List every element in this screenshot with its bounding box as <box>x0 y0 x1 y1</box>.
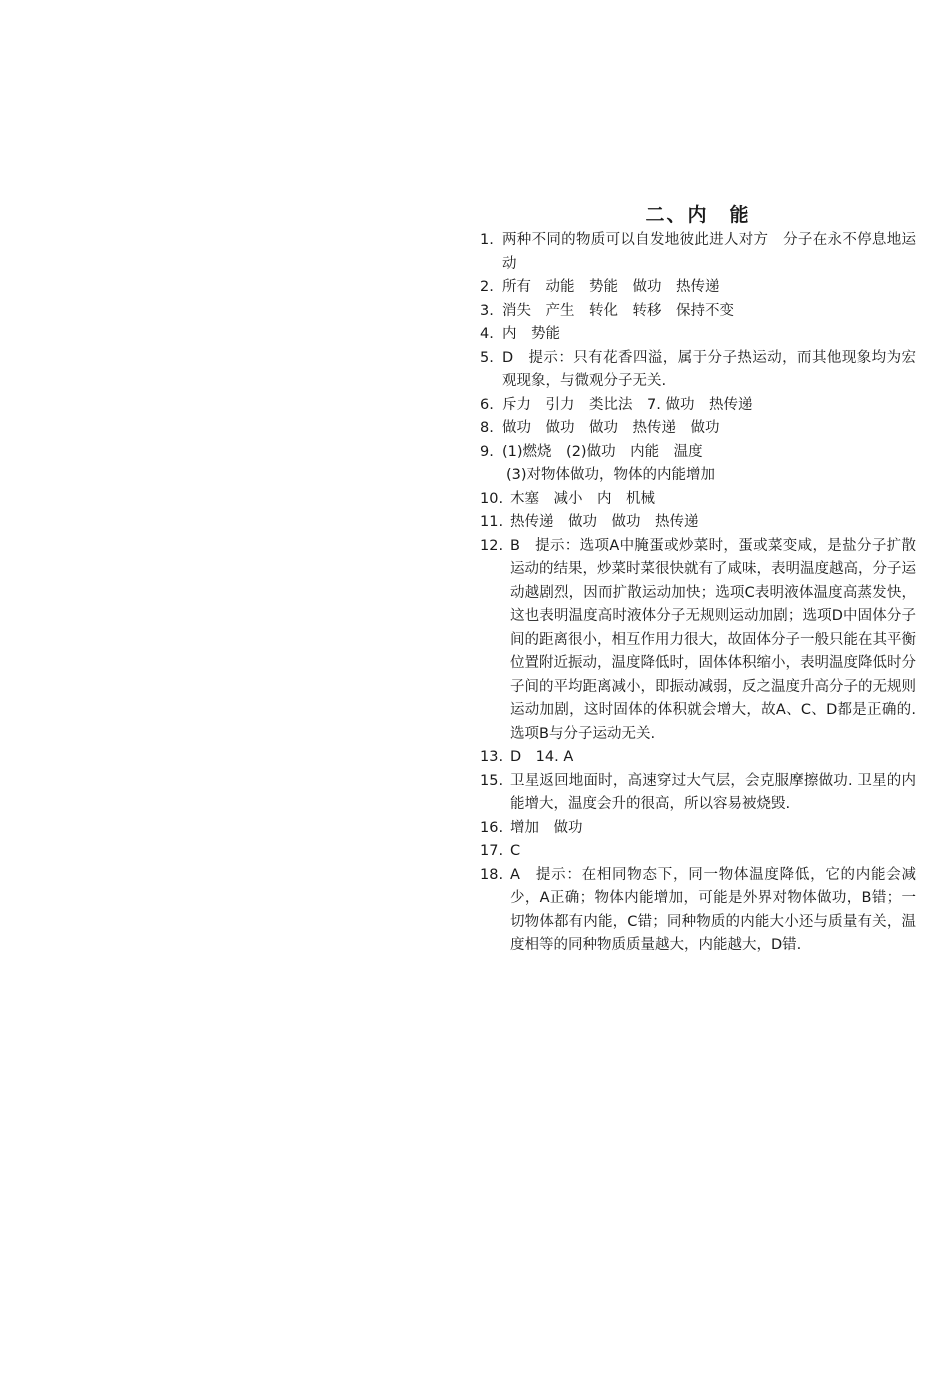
answer-text: A 提示：在相同物态下，同一物体温度降低，它的内能会减少，A正确；物体内能增加，可能是外界对物体做功，B错；一切物体都有内能，C错；同种物质的内能大小还与质量有关，温度相等的同种物质质量越大，内能越大，D错. <box>510 866 916 953</box>
answer-text: B 提示：选项A中腌蛋或炒菜时，蛋或菜变咸，是盐分子扩散运动的结果，炒菜时菜很快就有了咸味，表明温度越高，分子运动越剧烈，因而扩散运动加快；选项C表明液体温度高蒸发快，这也表明温度高时液体分子无规则运动加剧；选项D中固体分子间的距离很小，相互作用力很大，故固体分子一般只能在其平衡位置附近振动，温度降低时，固体体积缩小，表明温度降低时分子间的平均距离减小，即振动减弱，反之温度升高分子的无规则运动加剧，这时固体的体积就会增大，故A、C、D都是正确的. 选项B与分子运动无关. <box>510 537 916 742</box>
answer-number: 5. <box>480 349 494 366</box>
answer-number: 2. <box>480 279 494 295</box>
answer-item-9-continued <box>480 464 916 488</box>
answer-number: 3. <box>480 302 494 319</box>
answer-item-11 <box>480 511 916 535</box>
answer-number: 12. <box>480 537 504 554</box>
answer-item-2 <box>480 276 916 300</box>
answer-item-6 <box>480 394 916 418</box>
answer-item-1 <box>480 229 916 276</box>
answer-item-5 <box>480 347 916 394</box>
answer-number: 18. <box>480 866 504 883</box>
answer-text: C <box>510 843 521 859</box>
answer-text: 两种不同的物质可以自发地彼此进人对方 分子在永不停息地运动 <box>502 232 916 272</box>
answer-item-15 <box>480 770 916 817</box>
answer-text: 增加 做功 <box>510 819 583 836</box>
answer-text: 内 势能 <box>502 326 560 342</box>
answer-text: 热传递 做功 做功 热传递 <box>510 514 699 530</box>
answer-number: 6. <box>480 396 494 413</box>
answer-item-8 <box>480 417 916 441</box>
answer-text: 木塞 减小 内 机械 <box>510 490 655 507</box>
answer-number: 10. <box>480 490 504 507</box>
answer-item-16 <box>480 817 916 841</box>
answer-number: 4. <box>480 326 494 342</box>
answer-item-4 <box>480 323 916 347</box>
answer-text: 所有 动能 势能 做功 热传递 <box>502 279 720 295</box>
answer-number: 17. <box>480 843 504 859</box>
answer-text: (3)对物体做功，物体的内能增加 <box>506 467 716 483</box>
answer-text: D 14. A <box>510 749 574 765</box>
answer-number: 1. <box>480 232 494 248</box>
answer-text: 做功 做功 做功 热传递 做功 <box>502 420 720 436</box>
answer-text: 消失 产生 转化 转移 保持不变 <box>502 302 734 319</box>
answer-text: 斥力 引力 类比法 7. 做功 热传递 <box>502 396 753 413</box>
answer-number: 8. <box>480 420 494 436</box>
answer-item-18 <box>480 864 916 958</box>
answer-text: (1)燃烧 (2)做功 内能 温度 <box>502 443 703 460</box>
answer-item-10 <box>480 488 916 512</box>
answer-number: 13. <box>480 749 504 765</box>
answer-list <box>480 229 916 958</box>
answer-item-12 <box>480 535 916 747</box>
answer-number: 15. <box>480 772 504 789</box>
section-title: 二、内 能 <box>645 204 751 226</box>
answer-item-13 <box>480 746 916 770</box>
answer-text: 卫星返回地面时，高速穿过大气层，会克服摩擦做功. 卫星的内能增大，温度会升的很高，所以容易被烧毁. <box>510 772 916 812</box>
answer-text: D 提示：只有花香四溢，属于分子热运动，而其他现象均为宏观现象，与微观分子无关. <box>502 349 916 389</box>
answer-item-9 <box>480 441 916 465</box>
answer-number: 9. <box>480 443 494 460</box>
answer-number: 11. <box>480 514 504 530</box>
answer-item-17 <box>480 840 916 864</box>
answer-item-3 <box>480 300 916 324</box>
answer-number: 16. <box>480 819 504 836</box>
